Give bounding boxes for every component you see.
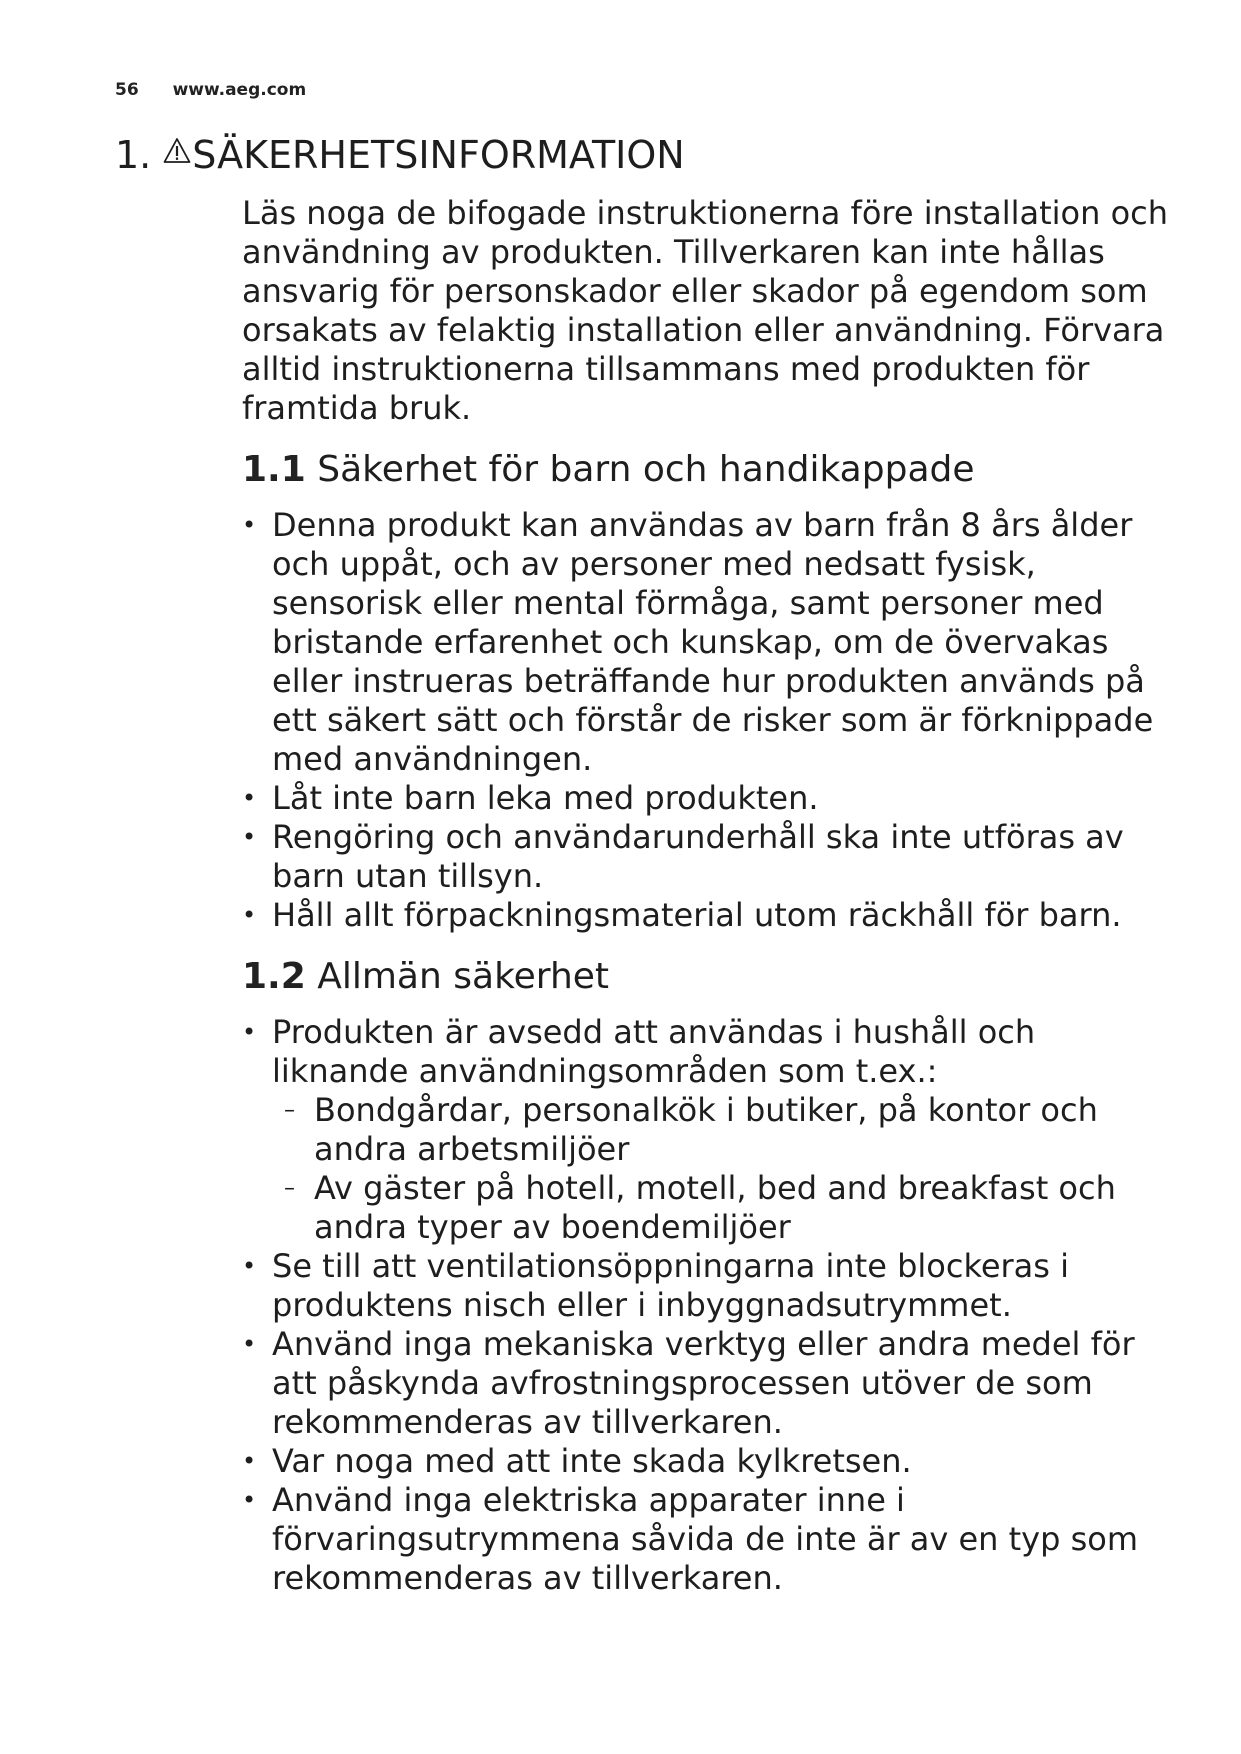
subsection-title-text-2: Allmän säkerhet bbox=[317, 956, 610, 997]
list-item: • Låt inte barn leka med produkten. bbox=[242, 779, 1172, 818]
page-number: 56 bbox=[115, 80, 139, 100]
list-item bbox=[242, 1013, 1172, 1247]
dash-list bbox=[272, 1091, 1172, 1247]
subsection-title-text-1: Säkerhet för barn och handikappade bbox=[317, 449, 975, 490]
bullet-list-2 bbox=[242, 1013, 1172, 1598]
list-item: • Se till att ventilationsöppningarna inte blockeras i produktens nisch eller i inbyggnadsutrymmet. bbox=[242, 1247, 1172, 1325]
list-item-text: Produkten är avsedd att användas i hushåll och liknande användningsområden som t.ex.: bbox=[272, 1013, 1036, 1090]
section-number: 1. bbox=[115, 133, 152, 177]
subsection-number-2: 1.2 bbox=[242, 956, 306, 997]
subsection-title-2 bbox=[242, 955, 1172, 999]
subsection-number-1: 1.1 bbox=[242, 449, 306, 490]
warning-triangle-icon bbox=[163, 137, 191, 165]
subsection-title-1 bbox=[242, 448, 1172, 492]
dash-item: – Av gäster på hotell, motell, bed and breakfast och andra typer av boendemiljöer bbox=[284, 1169, 1172, 1247]
bullet-list-1 bbox=[242, 506, 1172, 935]
list-item: • Rengöring och användarunderhåll ska inte utföras av barn utan tillsyn. bbox=[242, 818, 1172, 896]
section-title bbox=[115, 133, 685, 177]
list-item: • Använd inga elektriska apparater inne i förvaringsutrymmena såvida de inte är av en typ som rekommenderas av tillverkaren. bbox=[242, 1481, 1172, 1598]
list-item: • Var noga med att inte skada kylkretsen. bbox=[242, 1442, 1172, 1481]
content bbox=[242, 194, 1172, 1618]
header-url: www.aeg.com bbox=[172, 80, 307, 100]
list-item: • Håll allt förpackningsmaterial utom räckhåll för barn. bbox=[242, 896, 1172, 935]
dash-item: – Bondgårdar, personalkök i butiker, på kontor och andra arbetsmiljöer bbox=[284, 1091, 1172, 1169]
list-item: • Denna produkt kan användas av barn från 8 års ålder och uppåt, och av personer med nedsatt fysisk, sensorisk eller mental förmåga, samt personer med bristande erfarenhet och kunskap, om de övervakas eller instrueras beträffande hur produkten används på ett säkert sätt och förstår de risker som är förknippade med användningen. bbox=[242, 506, 1172, 779]
intro-paragraph: Läs noga de bifogade instruktionerna före installation och användning av produkten. Tillverkaren kan inte hållas ansvarig för personskador eller skador på egendom som orsakats av felaktig installation eller användning. Förvara alltid instruktionerna tillsammans med produkten för framtida bruk. bbox=[242, 194, 1169, 427]
page-header bbox=[115, 80, 306, 100]
section-title-text: SÄKERHETSINFORMATION bbox=[192, 133, 685, 177]
list-item: • Använd inga mekaniska verktyg eller andra medel för att påskynda avfrostningsprocessen utöver de som rekommenderas av tillverkaren. bbox=[242, 1325, 1172, 1442]
